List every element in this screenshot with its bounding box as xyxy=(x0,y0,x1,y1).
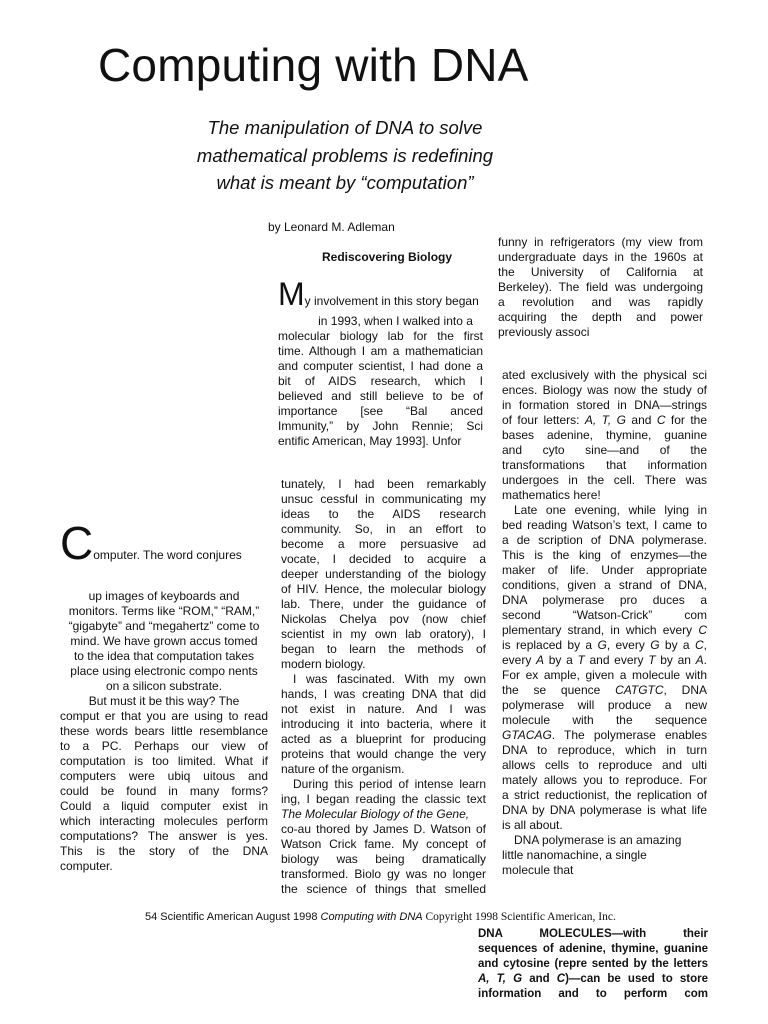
text-line: ences. Biology was now the study of xyxy=(502,383,707,397)
text-line: acted as a blueprint for producing xyxy=(281,732,486,746)
text-line: could be found in many forms? xyxy=(60,784,268,798)
text-line: DNA polymerase is an amazing xyxy=(514,833,682,847)
text-line: monitors. Terms like “ROM,” “RAM,” xyxy=(68,604,260,618)
text-line: tunately, I had been remarkably xyxy=(281,477,486,491)
text-line: computer. xyxy=(60,859,113,873)
page-footer xyxy=(145,911,616,923)
text-line: of HIV. Hence, the molecular biology xyxy=(281,582,486,596)
text-line: and cyto sine—and of the xyxy=(502,443,707,457)
text-line: I was fascinated. With my own xyxy=(293,672,486,686)
book-title: The Molecular Biology of the Gene, xyxy=(281,807,470,821)
text-line: computation is too limited. What if xyxy=(60,754,268,768)
text-line: a de scription of DNA polymerase. xyxy=(502,533,707,547)
text-line: co-au thored by James D. Watson of xyxy=(281,822,486,836)
text-line: which interacting molecules perform xyxy=(60,814,268,828)
text-line: This is the story of the DNA xyxy=(60,844,268,858)
text-line: up images of keyboards and xyxy=(88,589,240,603)
text-line: undergraduate days in the 1960s at xyxy=(498,250,703,264)
text-line: This is the king of enzymes—the xyxy=(502,548,707,562)
text-line: DNA by DNA polymerase is what life xyxy=(502,803,707,817)
text-line: GTACAG. The polymerase enables xyxy=(502,728,707,742)
text-line: community. So, in an effort to xyxy=(281,522,486,536)
text-line: vocate, I decided to acquire a xyxy=(281,552,486,566)
text-line: proteins that would change the very xyxy=(281,747,486,761)
text-line: to the idea that computation takes xyxy=(73,649,255,663)
subtitle-line: The manipulation of DNA to solve xyxy=(207,117,483,138)
text-line: Watson Crick fame. My concept of xyxy=(281,837,486,851)
text-line: in 1993, when I walked into a xyxy=(318,314,473,328)
subtitle-line: what is meant by “computation” xyxy=(216,172,474,193)
text-line: a revolution and was rapidly xyxy=(498,295,703,309)
text-line: the se quence CATGTC, DNA xyxy=(502,683,707,697)
caption-line: information and to perform com xyxy=(478,988,708,1000)
middle-bottom-column xyxy=(281,477,486,897)
text-line: time. Although I am a mathematician xyxy=(278,344,483,358)
text-line: acquiring the depth and power xyxy=(498,310,703,324)
text-line: not exist in nature. And I was xyxy=(281,702,486,716)
byline: by Leonard M. Adleman xyxy=(268,220,395,234)
text-line: to a PC. Perhaps our view of xyxy=(60,739,268,753)
text-line: allows cells to reproduce and ulti xyxy=(502,758,707,772)
text-line: conditions, given a strand of DNA, xyxy=(502,578,707,592)
text-line: mind. We have grown accus tomed xyxy=(70,634,258,648)
text-line: deeper understanding of the biology xyxy=(281,567,486,581)
text-line: place using electronic compo nents xyxy=(70,664,258,678)
right-top-column xyxy=(498,235,703,340)
text-line: is all about. xyxy=(502,818,563,832)
text-line: bases adenine, thymine, guanine xyxy=(502,428,707,442)
middle-top-column xyxy=(278,278,483,449)
left-column xyxy=(60,517,268,874)
text-line: molecule that xyxy=(502,863,574,877)
text-line: the University of California at xyxy=(498,265,703,279)
text-line: of four letters: A, T, G and C for the xyxy=(502,413,707,427)
text-line: nature of the organism. xyxy=(281,762,405,776)
text-line: Nickolas Chelya pov (now chief xyxy=(281,612,486,626)
text-line: ing, I began reading the classic text xyxy=(281,792,486,806)
text-line: bit of AIDS research, which I xyxy=(278,374,483,388)
text-line: modern biology. xyxy=(281,657,366,671)
middle-first-line-text: y involvement in this story began xyxy=(304,294,479,308)
section-heading: Rediscovering Biology xyxy=(322,250,453,264)
text-line: molecule with the sequence xyxy=(502,713,707,727)
article-title: Computing with DNA xyxy=(98,39,529,91)
text-line: Late one evening, while lying in xyxy=(514,503,707,517)
text-line: transformations that information xyxy=(502,458,707,472)
text-line: plementary strand, in which every C xyxy=(502,623,707,637)
text-line: importance [see “Bal anced xyxy=(278,404,483,418)
text-line: in formation stored in DNA—strings xyxy=(502,398,707,412)
text-line: introducing it into bacteria, where it xyxy=(281,717,486,731)
text-line: began to learn the methods of xyxy=(281,642,486,656)
text-line: little nanomachine, a single xyxy=(502,848,647,862)
text-line: bed reading Watson’s text, I came to xyxy=(502,518,707,532)
text-line: these words bears little resemblance xyxy=(60,724,268,738)
text-line: scientist in my own lab oratory), I xyxy=(281,627,486,641)
text-line: funny in refrigerators (my view from xyxy=(498,235,703,249)
caption-line: sequences of adenine, thymine, guanine xyxy=(478,943,708,955)
text-line: unsuc cessful in communicating my xyxy=(281,492,486,506)
text-line: transformed. Biolo gy was no longer xyxy=(281,867,486,881)
text-line: undergoes in the cell. There was xyxy=(502,473,707,487)
text-line: maker of life. Under appropriate xyxy=(502,563,707,577)
text-line: polymerase will produce a new xyxy=(502,698,707,712)
text-line: Immunity,” by John Rennie; Sci xyxy=(278,419,483,433)
figure-caption xyxy=(478,927,708,1002)
text-line: lab. There, under the guidance of xyxy=(281,597,486,611)
text-line: believed and still believe to be of xyxy=(278,389,483,403)
text-line: previously associ xyxy=(498,325,590,339)
text-line: on a silicon substrate. xyxy=(105,679,223,693)
caption-line: and cytosine (repre sented by the letters xyxy=(478,958,708,970)
article-subtitle xyxy=(150,114,540,197)
text-line: become a more persuasive ad xyxy=(281,537,486,551)
text-line: a strict reductionist, the replication of xyxy=(502,788,707,802)
caption-line: DNA MOLECULES—with their xyxy=(478,928,708,940)
text-line: second “Watson-Crick” com xyxy=(502,608,707,622)
text-line: computations? The answer is yes. xyxy=(60,829,268,843)
right-bottom-column xyxy=(502,368,707,878)
caption-line: A, T, G and C)—can be used to store xyxy=(478,973,708,985)
subtitle-line: mathematical problems is redefining xyxy=(196,144,494,166)
text-line: every A by a T and every T by an A. xyxy=(502,653,707,667)
left-first-line-text: omputer. The word conjures xyxy=(93,548,242,562)
dropcap-c: C xyxy=(60,517,94,569)
text-line: ated exclusively with the physical sci xyxy=(502,368,707,382)
middle-first-line xyxy=(278,278,483,310)
text-line: DNA to reproduce, which in turn xyxy=(502,743,707,757)
left-first-line xyxy=(60,517,268,569)
footer-copyright: Copyright 1998 Scientific American, Inc. xyxy=(422,911,616,923)
text-line: But must it be this way? The xyxy=(88,694,240,708)
text-line: biology was being dramatically xyxy=(281,852,486,866)
dropcap-m: M xyxy=(278,276,305,312)
text-line: “gigabyte” and “megahertz” come to xyxy=(68,619,260,633)
text-line: DNA polymerase pro duces a xyxy=(502,593,707,607)
text-line: hands, I was creating DNA that did xyxy=(281,687,486,701)
text-line: mately allows you to reproduce. For xyxy=(502,773,707,787)
footer-prefix: 54 Scientific American August 1998 xyxy=(145,911,321,923)
text-line: and computer scientist, I had done a xyxy=(278,359,483,373)
text-line: comput er that you are using to read xyxy=(60,709,268,723)
text-line: computers were ubiq uitous and xyxy=(60,769,268,783)
text-line: Berkeley). The field was undergoing xyxy=(498,280,703,294)
text-line: For ex ample, given a molecule with xyxy=(502,668,707,682)
text-line: Could a liquid computer exist in xyxy=(60,799,268,813)
text-line: molecular biology lab for the first xyxy=(278,329,483,343)
text-line: ideas to the AIDS research xyxy=(281,507,486,521)
footer-article-title: Computing with DNA xyxy=(320,911,423,923)
text-line: the science of things that smelled xyxy=(281,882,486,896)
text-line: During this period of intense learn xyxy=(293,777,486,791)
text-line: is replaced by a G, every G by a C, xyxy=(502,638,707,652)
text-line: entific American, May 1993]. Unfor xyxy=(278,434,462,448)
text-line: mathematics here! xyxy=(502,488,601,502)
